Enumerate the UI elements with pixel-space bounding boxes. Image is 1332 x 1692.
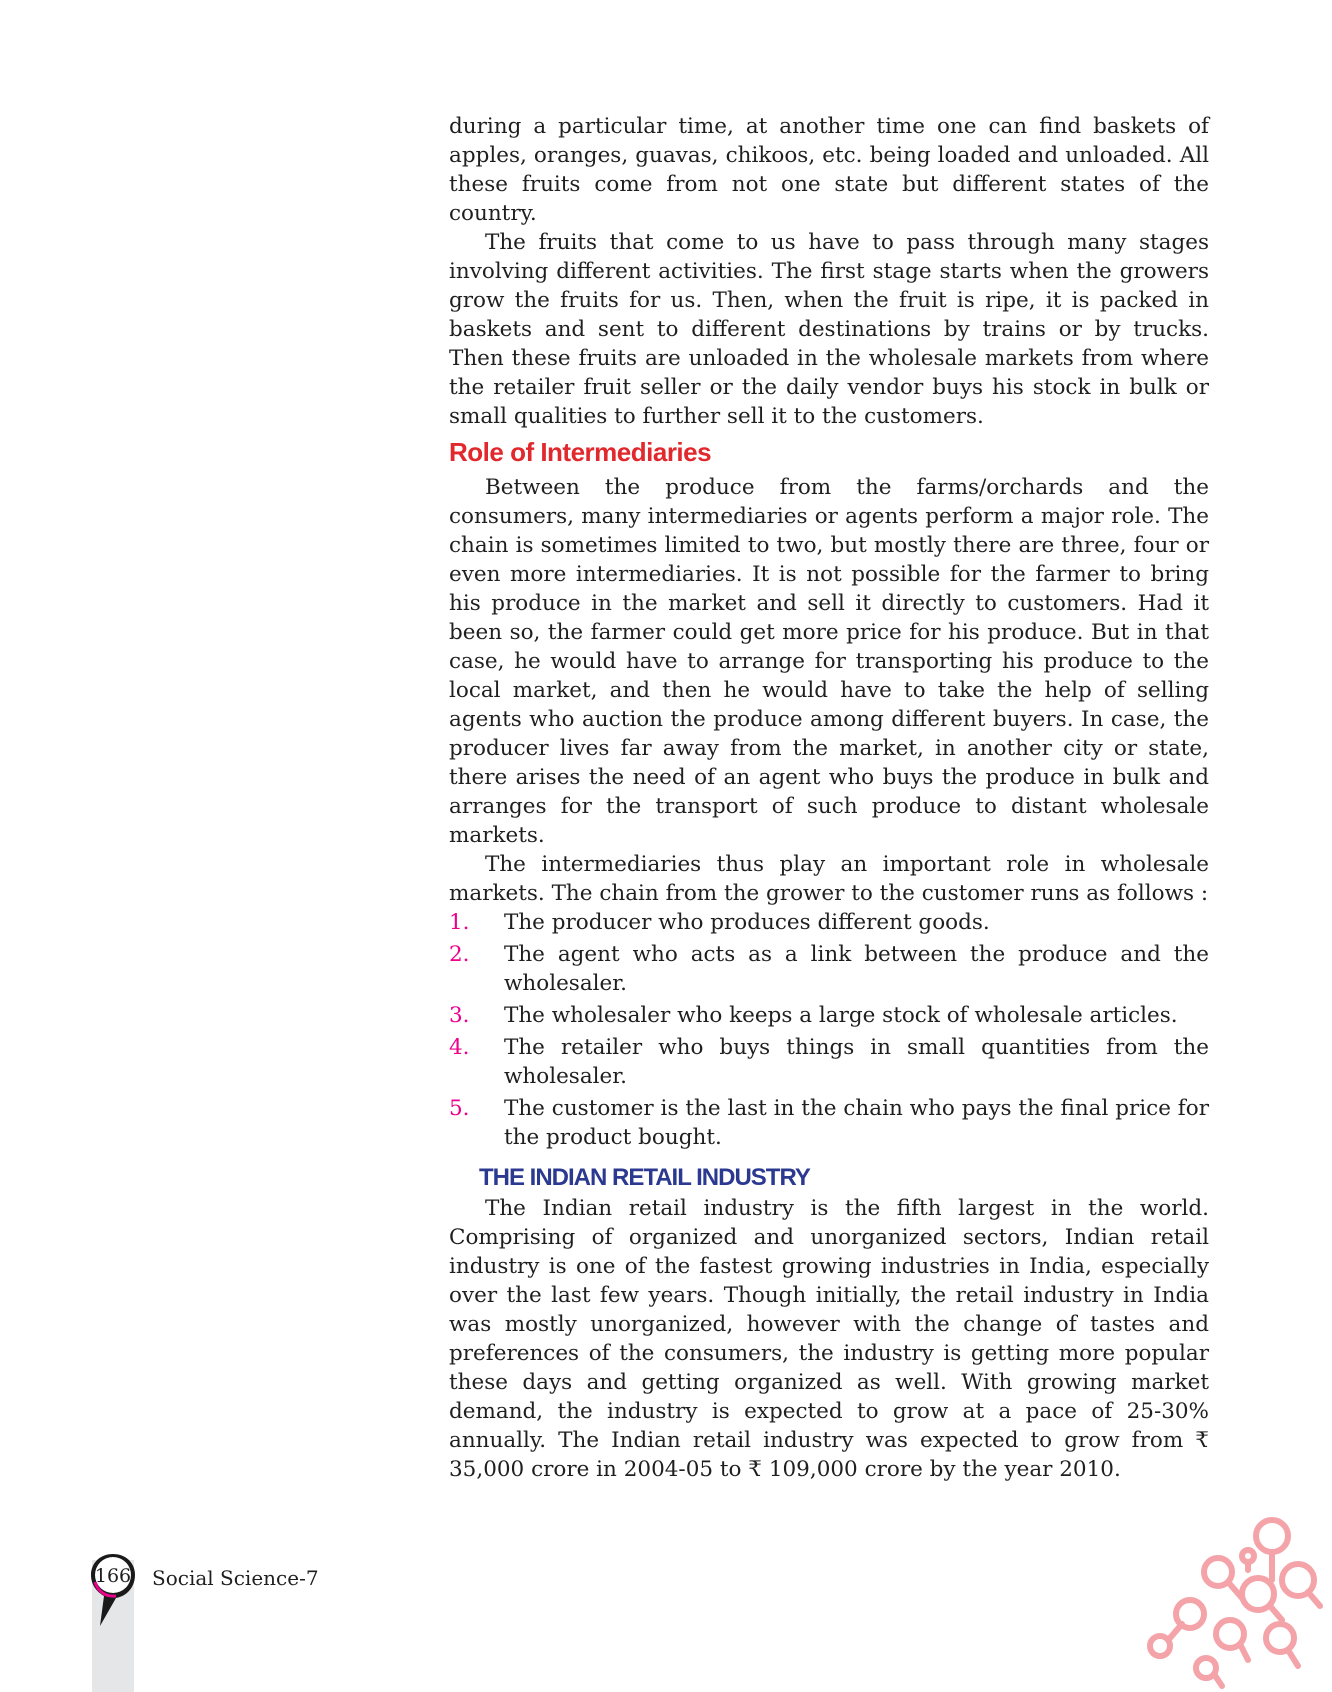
list-number: 5. bbox=[449, 1096, 470, 1121]
list-item bbox=[449, 908, 1209, 937]
list-text: The wholesaler who keeps a large stock of wholesale articles. bbox=[504, 1003, 1178, 1028]
book-title: Social Science-7 bbox=[152, 1566, 319, 1590]
page-number-badge-icon bbox=[88, 1552, 138, 1628]
list-number: 4. bbox=[449, 1035, 470, 1060]
paragraph-intermediaries: Between the produce from the farms/orchards and the consumers, many intermediaries or agents perform a major role. The chain is sometimes limited to two, but mostly there are three, four or even more intermediaries. It is not possible for the farmer to bring his produce in the market and sell it directly to customers. Had it been so, the farmer could get more price for his produce. But in that case, he would have to arrange for transporting his produce to the local market, and then he would have to take the help of selling agents who auction the produce among different buyers. In case, the producer lives far away from the market, in another city or state, there arises the need of an agent who buys the produce in bulk and arranges for the transport of such produce to distant wholesale markets. bbox=[449, 475, 1209, 848]
list-number: 3. bbox=[449, 1003, 470, 1028]
list-item bbox=[449, 1001, 1209, 1030]
heading-indian-retail-industry: THE INDIAN RETAIL INDUSTRY bbox=[479, 1164, 810, 1191]
list-item bbox=[449, 1033, 1209, 1091]
chain-list bbox=[449, 908, 1209, 1152]
paragraph-retail-industry: The Indian retail industry is the fifth largest in the world. Comprising of organized and unorganized sectors, Indian retail industry is one of the fastest growing industries in India, especially over the last few years. Though initially, the retail industry in India was mostly unorganized, however with the change of tastes and preferences of the consumers, the industry is getting more popular these days and getting organized as well. With growing market demand, the industry is expected to grow at a pace of 25-30% annually. The Indian retail industry was expected to grow from ₹ 35,000 crore in 2004-05 to ₹ 109,000 crore by the year 2010. bbox=[449, 1196, 1209, 1482]
paragraph-fruit-stages: The fruits that come to us have to pass through many stages involving different activities. The first stage starts when the growers grow the fruits for us. Then, when the fruit is ripe, it is packed in baskets and sent to different destinations by trains or by trucks. Then these fruits are unloaded in the wholesale markets from where the retailer fruit seller or the daily vendor buys his stock in bulk or small qualities to further sell it to the customers. bbox=[449, 230, 1209, 429]
list-number: 1. bbox=[449, 910, 470, 935]
heading-role-of-intermediaries: Role of Intermediaries bbox=[449, 437, 712, 467]
list-text: The retailer who buys things in small quantities from the wholesaler. bbox=[504, 1035, 1209, 1089]
list-text: The agent who acts as a link between the produce and the wholesaler. bbox=[504, 942, 1209, 996]
list-text: The producer who produces different goods. bbox=[504, 910, 990, 935]
list-item bbox=[449, 940, 1209, 998]
paragraph-intro-continued: during a particular time, at another time one can find baskets of apples, oranges, guavas, chikoos, etc. being loaded and unloaded. All these fruits come from not one state but different states of the country. bbox=[449, 114, 1209, 226]
page-number: 166 bbox=[94, 1565, 132, 1587]
list-text: The customer is the last in the chain who pays the final price for the product bought. bbox=[504, 1096, 1209, 1150]
page-content bbox=[449, 112, 1209, 1484]
paragraph-chain-intro: The intermediaries thus play an important role in wholesale markets. The chain from the grower to the customer runs as follows : bbox=[449, 852, 1209, 906]
list-number: 2. bbox=[449, 942, 470, 967]
magnifier-decoration-icon bbox=[1130, 1510, 1330, 1692]
list-item bbox=[449, 1094, 1209, 1152]
